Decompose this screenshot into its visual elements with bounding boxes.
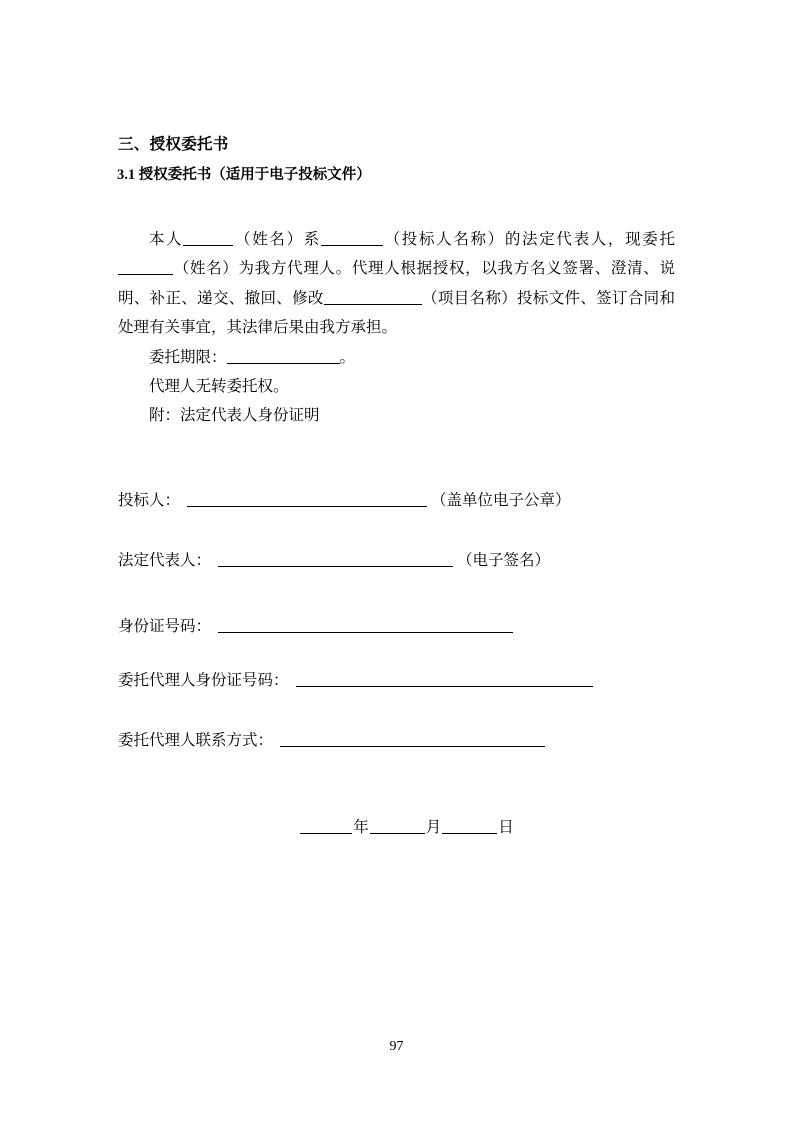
subsection-heading: 3.1 授权委托书（适用于电子投标文件） <box>117 167 371 183</box>
field-label: 委托代理人身份证号码： <box>118 672 289 689</box>
blank-underline <box>218 619 513 633</box>
blank-underline <box>187 493 427 507</box>
page-number: 97 <box>389 1039 404 1054</box>
field-suffix: （盖单位电子公章） <box>431 492 571 509</box>
text-run: 年 <box>353 819 369 836</box>
text-run: 月 <box>425 819 442 836</box>
paragraph-line <box>118 313 675 342</box>
text-run: （项目名称）投标文件、签订合同和 <box>421 289 675 307</box>
paragraph-line <box>118 401 675 430</box>
paragraph-line <box>118 225 675 254</box>
blank-underline <box>227 350 340 364</box>
blank-underline <box>300 820 352 834</box>
blank-underline <box>442 820 497 834</box>
field-label: 法定代表人： <box>118 552 212 569</box>
field-label: 委托代理人联系方式： <box>118 732 274 749</box>
field-label: 身份证号码： <box>118 618 212 635</box>
paragraph-line <box>118 254 675 283</box>
text-run: 本人 <box>149 231 184 248</box>
field-row-bidder <box>118 491 571 511</box>
body-paragraph <box>118 225 675 431</box>
blank-underline <box>218 553 453 567</box>
blank-underline <box>296 673 593 687</box>
field-row-agent-contact <box>118 731 549 751</box>
paragraph-line <box>118 343 675 372</box>
text-run: 。 <box>339 348 356 366</box>
text-run: 日 <box>498 819 514 836</box>
date-line <box>128 818 685 838</box>
text-run: 附：法定代表人身份证明 <box>149 407 320 425</box>
field-row-id-number <box>118 617 517 637</box>
text-run: （姓名）为我方代理人。代理人根据授权，以我方名义签署、澄清、说 <box>173 260 675 278</box>
blank-underline <box>280 733 545 747</box>
text-run: 明、补正、递交、撤回、修改 <box>118 289 324 307</box>
text-run: （投标人名称）的法定代表人，现委托 <box>382 231 675 248</box>
field-label: 投标人： <box>118 492 181 509</box>
blank-underline <box>183 232 233 246</box>
blank-underline <box>324 291 422 305</box>
field-row-legal-representative <box>118 551 550 571</box>
text-run: 代理人无转委托权。 <box>149 378 289 396</box>
blank-underline <box>118 261 173 275</box>
paragraph-line <box>118 372 675 401</box>
text-run: 处理有关事宜，其法律后果由我方承担。 <box>118 319 398 337</box>
blank-underline <box>321 232 383 246</box>
field-row-agent-id-number <box>118 671 597 691</box>
blank-underline <box>370 820 425 834</box>
text-run: 委托期限： <box>149 348 227 366</box>
paragraph-line <box>118 284 675 313</box>
section-heading: 三、授权委托书 <box>118 136 229 153</box>
field-suffix: （电子签名） <box>457 552 551 569</box>
text-run: （姓名）系 <box>233 231 321 248</box>
